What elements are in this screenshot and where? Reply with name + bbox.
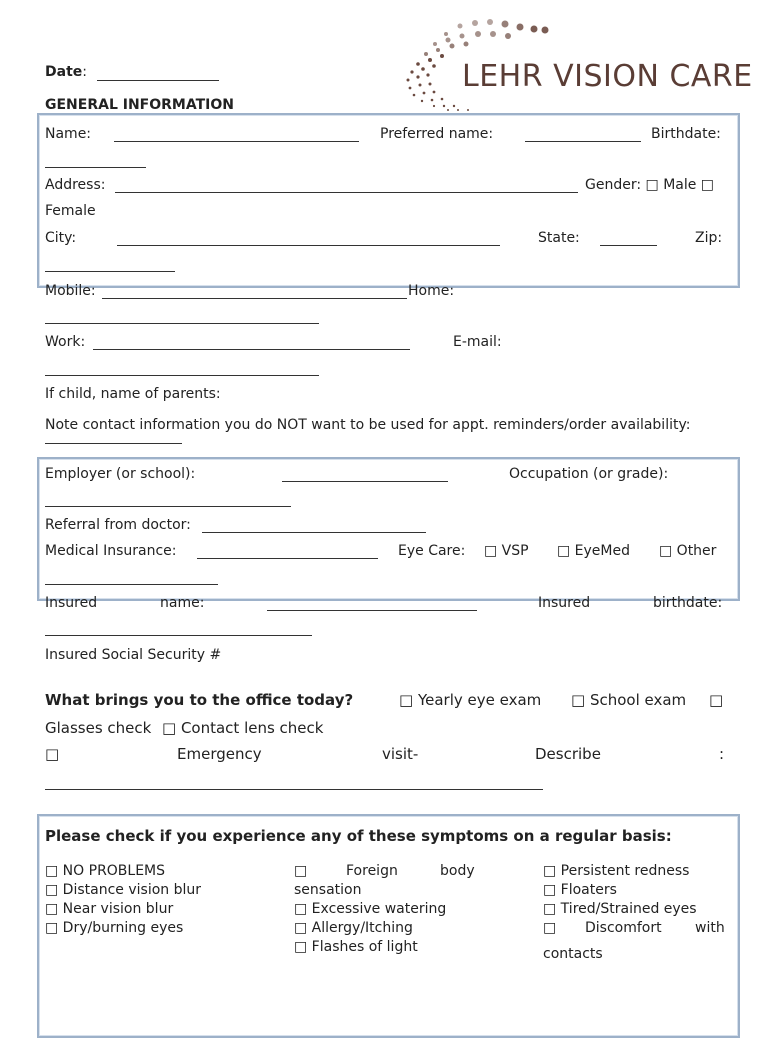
symptom-foreign-body-box[interactable]: □: [294, 863, 308, 879]
female-option[interactable]: Female: [45, 203, 96, 219]
symptom-discomfort-box[interactable]: □: [543, 920, 557, 936]
work-field[interactable]: [93, 349, 410, 350]
occupation-field[interactable]: [45, 506, 291, 507]
date-row: [45, 64, 87, 80]
preferred-name-field[interactable]: [525, 141, 641, 142]
birthdate-field[interactable]: [45, 167, 146, 168]
city-label: City:: [45, 230, 77, 246]
mobile-field[interactable]: [102, 298, 407, 299]
employer-label: Employer (or school):: [45, 466, 196, 482]
name-field[interactable]: [114, 141, 359, 142]
symptom-near-blur[interactable]: □ Near vision blur: [45, 901, 174, 917]
describe-colon: :: [719, 745, 725, 763]
symptoms-title: Please check if you experience any of these symptoms on a regular basis:: [45, 827, 672, 845]
address-label: Address:: [45, 177, 106, 193]
preferred-name-label: Preferred name:: [380, 126, 494, 142]
symptom-with-word: with: [695, 920, 725, 936]
state-field[interactable]: [600, 245, 657, 246]
other-insurance-field[interactable]: [45, 584, 218, 585]
ssn-label: Insured Social Security #: [45, 647, 222, 663]
insured-birthdate-label: birthdate:: [653, 595, 723, 611]
describe-field[interactable]: [45, 789, 543, 790]
name-label: Name:: [45, 126, 92, 142]
zip-label: Zip:: [695, 230, 723, 246]
emergency-box[interactable]: □: [45, 745, 60, 763]
home-field[interactable]: [45, 323, 319, 324]
medical-insurance-field[interactable]: [197, 558, 378, 559]
symptom-contacts-word: contacts: [543, 946, 603, 962]
symptom-allergy[interactable]: □ Allergy/Itching: [294, 920, 413, 936]
emergency-label: Emergency: [177, 745, 262, 763]
eyemed-option[interactable]: □ EyeMed: [557, 543, 631, 559]
medical-insurance-label: Medical Insurance:: [45, 543, 177, 559]
insured-name-field[interactable]: [267, 610, 477, 611]
insured-birthdate-field[interactable]: [45, 635, 312, 636]
glasses-check-box[interactable]: □: [709, 691, 724, 709]
date-label: Date: [45, 64, 83, 80]
visit-question: What brings you to the office today?: [45, 691, 354, 709]
mobile-label: Mobile:: [45, 283, 96, 299]
symptom-tired-eyes[interactable]: □ Tired/Strained eyes: [543, 901, 697, 917]
parents-label: If child, name of parents:: [45, 386, 221, 402]
state-label: State:: [538, 230, 580, 246]
symptom-dry-eyes[interactable]: □ Dry/burning eyes: [45, 920, 184, 936]
section-title: GENERAL INFORMATION: [45, 97, 234, 113]
other-option[interactable]: □ Other: [659, 543, 717, 559]
employer-field[interactable]: [282, 481, 448, 482]
symptom-discomfort-word: Discomfort: [585, 920, 662, 936]
zip-field[interactable]: [45, 271, 175, 272]
yearly-exam-option[interactable]: □ Yearly eye exam: [399, 691, 542, 709]
glasses-check-label: Glasses check: [45, 719, 152, 737]
occupation-label: Occupation (or grade):: [509, 466, 669, 482]
visit-row-1: [45, 691, 353, 709]
insured-name-label: name:: [160, 595, 205, 611]
school-exam-option[interactable]: □ School exam: [571, 691, 687, 709]
date-field[interactable]: [97, 80, 219, 81]
vsp-option[interactable]: □ VSP: [484, 543, 529, 559]
gender-options[interactable]: Gender: □ Male □: [585, 177, 715, 193]
symptom-distance-blur[interactable]: □ Distance vision blur: [45, 882, 201, 898]
city-field[interactable]: [117, 245, 500, 246]
home-label: Home:: [408, 283, 455, 299]
symptom-sensation-word: sensation: [294, 882, 362, 898]
note-label: Note contact information you do NOT want to be used for appt. reminders/order availability:: [45, 417, 691, 433]
insured-b-label: Insured: [538, 595, 591, 611]
email-label: E-mail:: [453, 334, 502, 350]
email-field[interactable]: [45, 375, 319, 376]
note-field[interactable]: [45, 443, 182, 444]
symptom-flashes[interactable]: □ Flashes of light: [294, 939, 418, 955]
visit-word: visit-: [382, 745, 419, 763]
symptom-no-problems[interactable]: □ NO PROBLEMS: [45, 863, 166, 879]
birthdate-label: Birthdate:: [651, 126, 721, 142]
address-field[interactable]: [115, 192, 578, 193]
eye-care-label: Eye Care:: [398, 543, 466, 559]
symptom-body-word: body: [440, 863, 475, 879]
symptom-excessive-watering[interactable]: □ Excessive watering: [294, 901, 447, 917]
contact-lens-option[interactable]: □ Contact lens check: [162, 719, 324, 737]
symptom-persistent-redness[interactable]: □ Persistent redness: [543, 863, 690, 879]
work-label: Work:: [45, 334, 86, 350]
describe-label: Describe: [535, 745, 601, 763]
insured-label: Insured: [45, 595, 98, 611]
referral-label: Referral from doctor:: [45, 517, 191, 533]
date-colon: :: [82, 64, 87, 80]
symptom-floaters[interactable]: □ Floaters: [543, 882, 617, 898]
symptom-foreign-word: Foreign: [346, 863, 398, 879]
referral-field[interactable]: [202, 532, 426, 533]
logo-text: LEHR VISION CARE: [462, 59, 753, 94]
